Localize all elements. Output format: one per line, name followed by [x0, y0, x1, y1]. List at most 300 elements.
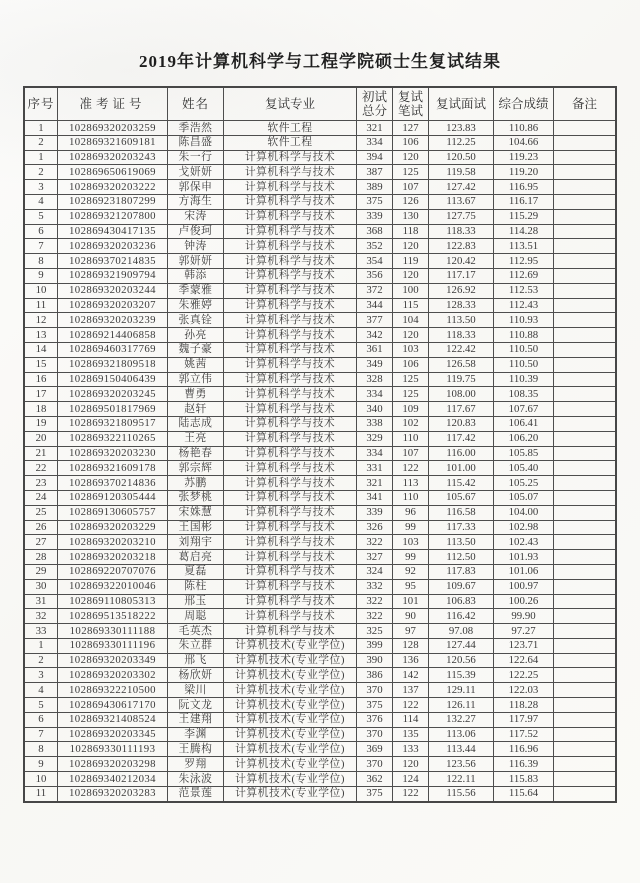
cell-major: 计算机科学与技术 — [224, 476, 357, 491]
cell-name: 赵轩 — [168, 402, 224, 417]
cell-initial_total: 321 — [357, 476, 393, 491]
table-row — [24, 387, 616, 402]
cell-remarks — [554, 150, 617, 165]
cell-remarks — [554, 727, 617, 742]
cell-retest_written: 109 — [393, 402, 429, 417]
column-header-initial_total: 初试总分 — [357, 87, 393, 121]
cell-remarks — [554, 328, 617, 343]
cell-retest_written: 99 — [393, 520, 429, 535]
cell-name: 方海生 — [168, 194, 224, 209]
cell-retest_interview: 127.42 — [429, 180, 494, 195]
cell-retest_interview: 119.75 — [429, 372, 494, 387]
cell-retest_written: 122 — [393, 461, 429, 476]
table-row — [24, 594, 616, 609]
header-row — [24, 87, 616, 121]
cell-name: 王国彬 — [168, 520, 224, 535]
table-row — [24, 624, 616, 639]
cell-initial_total: 342 — [357, 328, 393, 343]
cell-major: 计算机科学与技术 — [224, 594, 357, 609]
cell-seq: 16 — [24, 372, 58, 387]
cell-retest_interview: 120.42 — [429, 254, 494, 269]
table-row — [24, 431, 616, 446]
cell-remarks — [554, 402, 617, 417]
cell-name: 姚茜 — [168, 357, 224, 372]
cell-remarks — [554, 461, 617, 476]
cell-seq: 23 — [24, 476, 58, 491]
cell-name: 曹勇 — [168, 387, 224, 402]
table-row — [24, 283, 616, 298]
cell-remarks — [554, 416, 617, 431]
cell-initial_total: 339 — [357, 209, 393, 224]
cell-exam_id: 102869370214836 — [58, 476, 168, 491]
cell-exam_id: 102869513518222 — [58, 609, 168, 624]
column-header-retest_written: 复试笔试 — [393, 87, 429, 121]
cell-overall_score: 105.07 — [494, 490, 554, 505]
cell-retest_written: 122 — [393, 698, 429, 713]
cell-name: 陈昌盛 — [168, 135, 224, 150]
cell-overall_score: 110.93 — [494, 313, 554, 328]
cell-seq: 9 — [24, 757, 58, 772]
cell-initial_total: 341 — [357, 490, 393, 505]
cell-overall_score: 104.66 — [494, 135, 554, 150]
table-row — [24, 476, 616, 491]
cell-retest_interview: 126.11 — [429, 698, 494, 713]
cell-major: 计算机科学与技术 — [224, 209, 357, 224]
cell-initial_total: 321 — [357, 121, 393, 136]
cell-remarks — [554, 209, 617, 224]
cell-overall_score: 110.86 — [494, 121, 554, 136]
cell-major: 计算机科学与技术 — [224, 313, 357, 328]
cell-seq: 8 — [24, 254, 58, 269]
cell-major: 计算机技术(专业学位) — [224, 742, 357, 757]
cell-retest_interview: 128.33 — [429, 298, 494, 313]
cell-remarks — [554, 135, 617, 150]
cell-major: 计算机技术(专业学位) — [224, 712, 357, 727]
cell-retest_written: 136 — [393, 653, 429, 668]
cell-retest_written: 120 — [393, 150, 429, 165]
cell-major: 计算机科学与技术 — [224, 431, 357, 446]
table-row — [24, 638, 616, 653]
cell-overall_score: 116.39 — [494, 757, 554, 772]
cell-major: 软件工程 — [224, 121, 357, 136]
cell-name: 葛启亮 — [168, 550, 224, 565]
cell-seq: 7 — [24, 727, 58, 742]
cell-initial_total: 370 — [357, 683, 393, 698]
cell-retest_interview: 120.56 — [429, 653, 494, 668]
cell-exam_id: 102869320203244 — [58, 283, 168, 298]
cell-exam_id: 102869320203298 — [58, 757, 168, 772]
table-row — [24, 505, 616, 520]
table-row — [24, 609, 616, 624]
cell-remarks — [554, 283, 617, 298]
cell-exam_id: 102869320203207 — [58, 298, 168, 313]
cell-exam_id: 102869321809517 — [58, 416, 168, 431]
cell-retest_written: 122 — [393, 786, 429, 801]
cell-initial_total: 375 — [357, 194, 393, 209]
cell-retest_written: 118 — [393, 224, 429, 239]
table-row — [24, 786, 616, 801]
cell-overall_score: 102.43 — [494, 535, 554, 550]
cell-retest_interview: 117.67 — [429, 402, 494, 417]
cell-retest_written: 103 — [393, 342, 429, 357]
table-row — [24, 757, 616, 772]
cell-remarks — [554, 609, 617, 624]
cell-overall_score: 108.35 — [494, 387, 554, 402]
cell-seq: 33 — [24, 624, 58, 639]
cell-exam_id: 102869322110265 — [58, 431, 168, 446]
cell-name: 陈柱 — [168, 579, 224, 594]
cell-remarks — [554, 668, 617, 683]
cell-retest_interview: 113.50 — [429, 535, 494, 550]
cell-retest_written: 119 — [393, 254, 429, 269]
cell-initial_total: 369 — [357, 742, 393, 757]
cell-seq: 25 — [24, 505, 58, 520]
cell-name: 罗翔 — [168, 757, 224, 772]
cell-initial_total: 362 — [357, 772, 393, 787]
cell-overall_score: 122.25 — [494, 668, 554, 683]
cell-remarks — [554, 772, 617, 787]
cell-initial_total: 394 — [357, 150, 393, 165]
cell-initial_total: 387 — [357, 165, 393, 180]
table-row — [24, 342, 616, 357]
cell-remarks — [554, 624, 617, 639]
cell-retest_written: 128 — [393, 638, 429, 653]
cell-major: 计算机科学与技术 — [224, 564, 357, 579]
table-row — [24, 416, 616, 431]
cell-name: 张真铨 — [168, 313, 224, 328]
cell-exam_id: 102869150406439 — [58, 372, 168, 387]
cell-retest_written: 126 — [393, 194, 429, 209]
cell-name: 朱雅婷 — [168, 298, 224, 313]
cell-retest_written: 90 — [393, 609, 429, 624]
cell-retest_interview: 113.67 — [429, 194, 494, 209]
cell-seq: 6 — [24, 712, 58, 727]
cell-exam_id: 102869460317769 — [58, 342, 168, 357]
cell-initial_total: 322 — [357, 594, 393, 609]
cell-seq: 14 — [24, 342, 58, 357]
cell-initial_total: 352 — [357, 239, 393, 254]
table-row — [24, 668, 616, 683]
cell-initial_total: 375 — [357, 698, 393, 713]
cell-retest_written: 102 — [393, 416, 429, 431]
cell-retest_interview: 118.33 — [429, 328, 494, 343]
results-table — [23, 86, 617, 803]
cell-retest_interview: 112.50 — [429, 550, 494, 565]
cell-overall_score: 122.64 — [494, 653, 554, 668]
cell-retest_interview: 116.58 — [429, 505, 494, 520]
cell-retest_written: 110 — [393, 490, 429, 505]
table-row — [24, 446, 616, 461]
cell-major: 计算机科学与技术 — [224, 298, 357, 313]
cell-name: 阮文龙 — [168, 698, 224, 713]
cell-retest_written: 115 — [393, 298, 429, 313]
cell-retest_interview: 117.42 — [429, 431, 494, 446]
cell-major: 计算机科学与技术 — [224, 402, 357, 417]
cell-retest_written: 125 — [393, 387, 429, 402]
cell-major: 计算机科学与技术 — [224, 505, 357, 520]
cell-seq: 29 — [24, 564, 58, 579]
cell-seq: 22 — [24, 461, 58, 476]
cell-overall_score: 105.85 — [494, 446, 554, 461]
cell-retest_interview: 113.44 — [429, 742, 494, 757]
cell-seq: 27 — [24, 535, 58, 550]
cell-name: 孙亮 — [168, 328, 224, 343]
cell-remarks — [554, 357, 617, 372]
cell-retest_written: 127 — [393, 121, 429, 136]
cell-overall_score: 105.25 — [494, 476, 554, 491]
cell-name: 夏磊 — [168, 564, 224, 579]
cell-overall_score: 112.95 — [494, 254, 554, 269]
table-row — [24, 461, 616, 476]
cell-seq: 4 — [24, 194, 58, 209]
cell-retest_interview: 117.17 — [429, 268, 494, 283]
cell-remarks — [554, 683, 617, 698]
cell-seq: 5 — [24, 698, 58, 713]
cell-exam_id: 102869370214835 — [58, 254, 168, 269]
cell-exam_id: 102869330111196 — [58, 638, 168, 653]
cell-remarks — [554, 490, 617, 505]
cell-name: 杨艳春 — [168, 446, 224, 461]
cell-retest_interview: 117.83 — [429, 564, 494, 579]
cell-retest_interview: 127.75 — [429, 209, 494, 224]
cell-retest_written: 106 — [393, 357, 429, 372]
cell-major: 计算机科学与技术 — [224, 416, 357, 431]
cell-remarks — [554, 372, 617, 387]
cell-exam_id: 102869130605757 — [58, 505, 168, 520]
cell-name: 苏鹏 — [168, 476, 224, 491]
cell-retest_interview: 101.00 — [429, 461, 494, 476]
table-row — [24, 520, 616, 535]
cell-name: 朱一行 — [168, 150, 224, 165]
cell-overall_score: 106.41 — [494, 416, 554, 431]
cell-exam_id: 102869320203345 — [58, 727, 168, 742]
cell-major: 计算机技术(专业学位) — [224, 698, 357, 713]
cell-seq: 30 — [24, 579, 58, 594]
cell-major: 计算机科学与技术 — [224, 165, 357, 180]
cell-remarks — [554, 535, 617, 550]
cell-initial_total: 376 — [357, 712, 393, 727]
cell-retest_written: 113 — [393, 476, 429, 491]
cell-retest_written: 120 — [393, 268, 429, 283]
cell-major: 计算机技术(专业学位) — [224, 757, 357, 772]
cell-retest_written: 125 — [393, 165, 429, 180]
cell-initial_total: 390 — [357, 653, 393, 668]
cell-exam_id: 102869321909794 — [58, 268, 168, 283]
cell-seq: 10 — [24, 283, 58, 298]
cell-name: 毛英杰 — [168, 624, 224, 639]
cell-exam_id: 102869320203229 — [58, 520, 168, 535]
cell-exam_id: 102869430417135 — [58, 224, 168, 239]
cell-retest_written: 120 — [393, 239, 429, 254]
cell-seq: 5 — [24, 209, 58, 224]
cell-major: 计算机技术(专业学位) — [224, 653, 357, 668]
cell-overall_score: 115.29 — [494, 209, 554, 224]
cell-retest_interview: 108.00 — [429, 387, 494, 402]
cell-seq: 1 — [24, 150, 58, 165]
cell-major: 计算机科学与技术 — [224, 342, 357, 357]
cell-seq: 7 — [24, 239, 58, 254]
cell-retest_written: 107 — [393, 180, 429, 195]
cell-name: 郭立伟 — [168, 372, 224, 387]
cell-retest_interview: 123.56 — [429, 757, 494, 772]
table-row — [24, 180, 616, 195]
cell-name: 王亮 — [168, 431, 224, 446]
cell-overall_score: 115.83 — [494, 772, 554, 787]
cell-name: 陆志成 — [168, 416, 224, 431]
cell-retest_interview: 106.83 — [429, 594, 494, 609]
cell-name: 朱立群 — [168, 638, 224, 653]
table-row — [24, 357, 616, 372]
cell-remarks — [554, 520, 617, 535]
cell-seq: 11 — [24, 786, 58, 801]
cell-initial_total: 338 — [357, 416, 393, 431]
cell-major: 计算机科学与技术 — [224, 283, 357, 298]
cell-retest_written: 142 — [393, 668, 429, 683]
cell-retest_written: 130 — [393, 209, 429, 224]
cell-overall_score: 119.20 — [494, 165, 554, 180]
cell-remarks — [554, 121, 617, 136]
cell-initial_total: 349 — [357, 357, 393, 372]
cell-major: 计算机技术(专业学位) — [224, 727, 357, 742]
cell-exam_id: 102869320203218 — [58, 550, 168, 565]
cell-overall_score: 105.40 — [494, 461, 554, 476]
cell-seq: 17 — [24, 387, 58, 402]
cell-retest_written: 120 — [393, 328, 429, 343]
cell-overall_score: 101.06 — [494, 564, 554, 579]
cell-remarks — [554, 387, 617, 402]
cell-retest_interview: 119.58 — [429, 165, 494, 180]
cell-name: 朱泳波 — [168, 772, 224, 787]
cell-major: 计算机科学与技术 — [224, 461, 357, 476]
table-row — [24, 550, 616, 565]
cell-name: 杨欣妍 — [168, 668, 224, 683]
cell-retest_interview: 122.83 — [429, 239, 494, 254]
table-row — [24, 564, 616, 579]
cell-retest_interview: 105.67 — [429, 490, 494, 505]
cell-initial_total: 322 — [357, 609, 393, 624]
cell-exam_id: 102869110805313 — [58, 594, 168, 609]
table-row — [24, 742, 616, 757]
cell-overall_score: 101.93 — [494, 550, 554, 565]
cell-initial_total: 331 — [357, 461, 393, 476]
cell-retest_written: 133 — [393, 742, 429, 757]
cell-initial_total: 334 — [357, 135, 393, 150]
cell-exam_id: 102869650619069 — [58, 165, 168, 180]
page-title: 2019年计算机科学与工程学院硕士生复试结果 — [139, 52, 501, 71]
table-row — [24, 402, 616, 417]
cell-name: 韩添 — [168, 268, 224, 283]
cell-initial_total: 334 — [357, 387, 393, 402]
cell-name: 戈妍妍 — [168, 165, 224, 180]
cell-seq: 2 — [24, 653, 58, 668]
cell-seq: 1 — [24, 638, 58, 653]
cell-major: 计算机科学与技术 — [224, 609, 357, 624]
cell-exam_id: 102869320203302 — [58, 668, 168, 683]
cell-retest_written: 103 — [393, 535, 429, 550]
cell-overall_score: 99.90 — [494, 609, 554, 624]
cell-retest_interview: 123.83 — [429, 121, 494, 136]
cell-remarks — [554, 594, 617, 609]
cell-name: 张梦桃 — [168, 490, 224, 505]
cell-name: 郭宗辉 — [168, 461, 224, 476]
cell-overall_score: 114.28 — [494, 224, 554, 239]
cell-exam_id: 102869320203239 — [58, 313, 168, 328]
cell-retest_interview: 113.50 — [429, 313, 494, 328]
cell-overall_score: 123.71 — [494, 638, 554, 653]
cell-exam_id: 102869321609178 — [58, 461, 168, 476]
cell-overall_score: 110.39 — [494, 372, 554, 387]
table-row — [24, 372, 616, 387]
cell-overall_score: 119.23 — [494, 150, 554, 165]
table-row — [24, 254, 616, 269]
cell-overall_score: 102.98 — [494, 520, 554, 535]
cell-major: 计算机科学与技术 — [224, 254, 357, 269]
cell-remarks — [554, 786, 617, 801]
table-row — [24, 165, 616, 180]
cell-overall_score: 117.52 — [494, 727, 554, 742]
cell-initial_total: 332 — [357, 579, 393, 594]
cell-retest_written: 120 — [393, 757, 429, 772]
cell-exam_id: 102869320203243 — [58, 150, 168, 165]
cell-remarks — [554, 239, 617, 254]
cell-name: 梁川 — [168, 683, 224, 698]
cell-retest_interview: 113.06 — [429, 727, 494, 742]
column-header-overall_score: 综合成绩 — [494, 87, 554, 121]
cell-retest_written: 92 — [393, 564, 429, 579]
cell-name: 王建翔 — [168, 712, 224, 727]
cell-major: 计算机科学与技术 — [224, 372, 357, 387]
cell-seq: 19 — [24, 416, 58, 431]
cell-retest_interview: 120.83 — [429, 416, 494, 431]
table-row — [24, 535, 616, 550]
cell-initial_total: 325 — [357, 624, 393, 639]
cell-seq: 3 — [24, 668, 58, 683]
column-header-major: 复试专业 — [224, 87, 357, 121]
cell-initial_total: 377 — [357, 313, 393, 328]
cell-overall_score: 112.69 — [494, 268, 554, 283]
cell-retest_interview: 116.42 — [429, 609, 494, 624]
cell-name: 季蒙雅 — [168, 283, 224, 298]
cell-initial_total: 375 — [357, 786, 393, 801]
cell-initial_total: 339 — [357, 505, 393, 520]
results-table-head — [24, 87, 616, 121]
cell-overall_score: 116.95 — [494, 180, 554, 195]
cell-exam_id: 102869220707076 — [58, 564, 168, 579]
cell-exam_id: 102869214406858 — [58, 328, 168, 343]
cell-overall_score: 115.64 — [494, 786, 554, 801]
cell-seq: 24 — [24, 490, 58, 505]
cell-seq: 32 — [24, 609, 58, 624]
cell-retest_written: 96 — [393, 505, 429, 520]
cell-retest_written: 106 — [393, 135, 429, 150]
cell-retest_interview: 115.42 — [429, 476, 494, 491]
cell-seq: 8 — [24, 742, 58, 757]
cell-overall_score: 100.26 — [494, 594, 554, 609]
cell-seq: 12 — [24, 313, 58, 328]
cell-overall_score: 110.50 — [494, 357, 554, 372]
cell-name: 邢玉 — [168, 594, 224, 609]
cell-retest_interview: 122.11 — [429, 772, 494, 787]
cell-name: 邢飞 — [168, 653, 224, 668]
cell-remarks — [554, 476, 617, 491]
cell-exam_id: 102869330111193 — [58, 742, 168, 757]
cell-exam_id: 102869321207800 — [58, 209, 168, 224]
cell-initial_total: 354 — [357, 254, 393, 269]
cell-name: 钟涛 — [168, 239, 224, 254]
cell-initial_total: 361 — [357, 342, 393, 357]
cell-retest_written: 114 — [393, 712, 429, 727]
cell-name: 周聪 — [168, 609, 224, 624]
